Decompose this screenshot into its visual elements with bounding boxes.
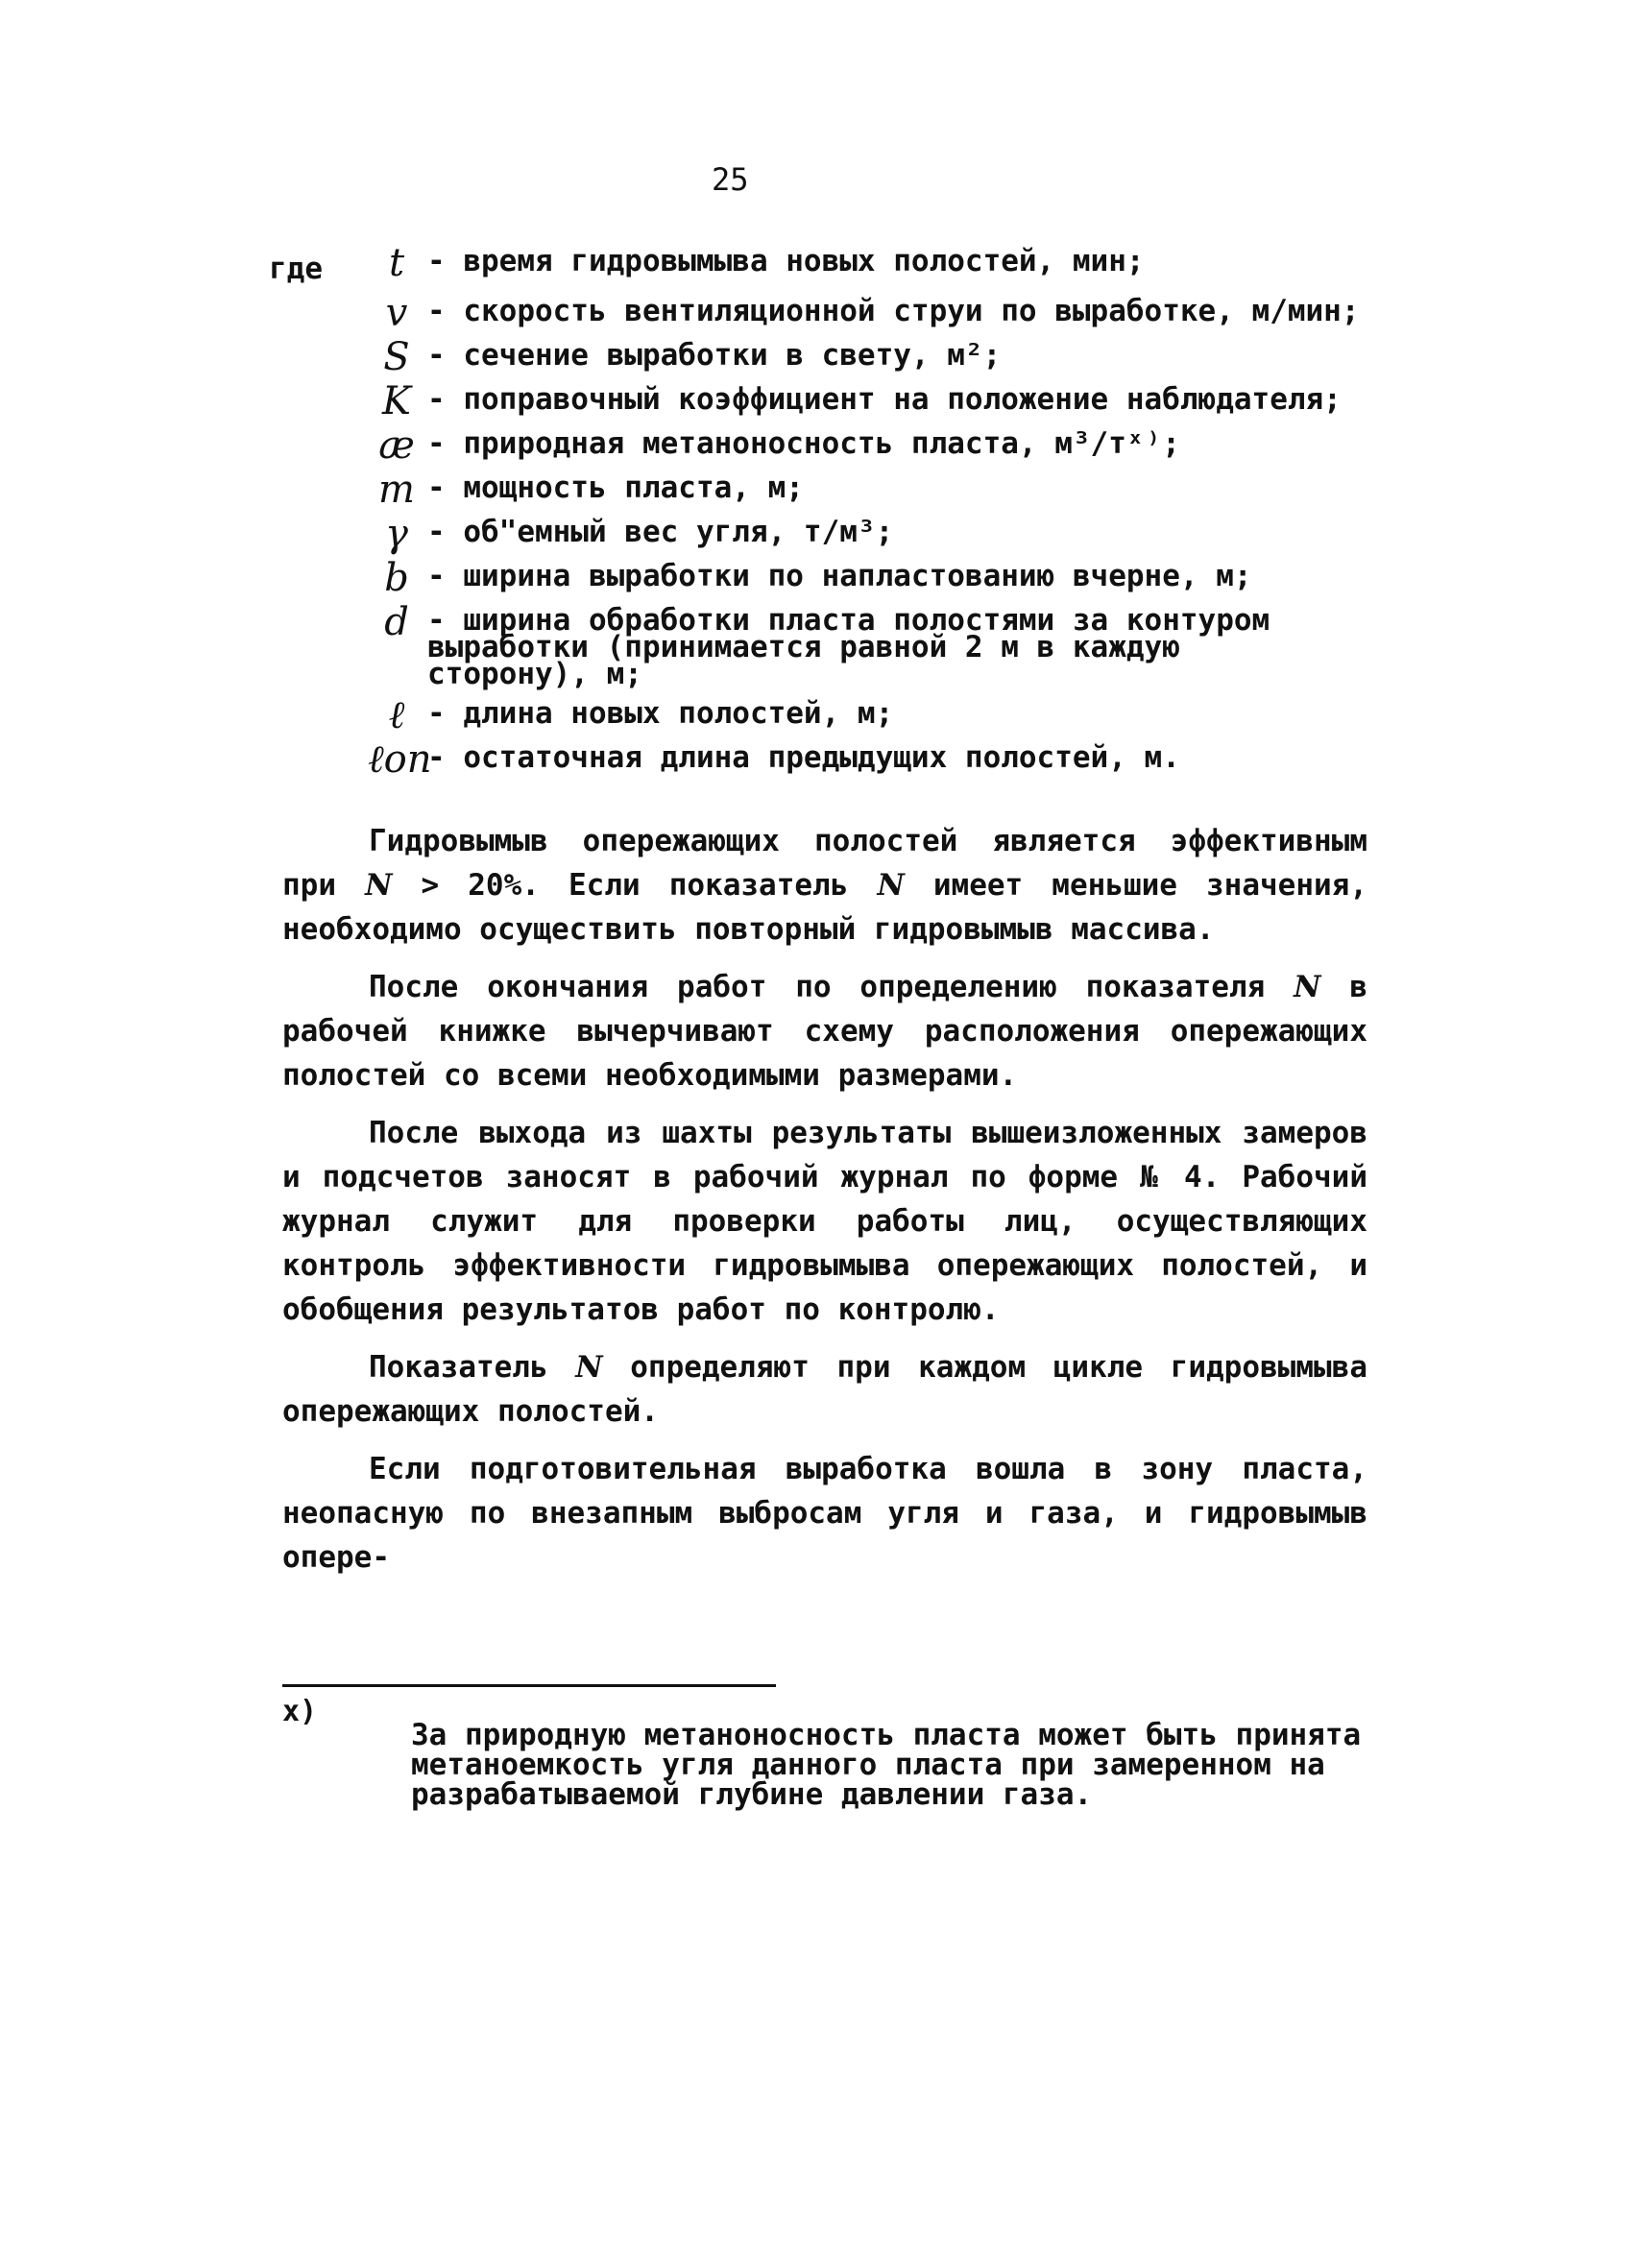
legend-text bbox=[425, 338, 1421, 373]
legend-row bbox=[269, 556, 1421, 600]
legend-symbol: t bbox=[388, 241, 405, 285]
legend-symbol: S bbox=[383, 335, 410, 379]
legend-symbol: d bbox=[384, 600, 409, 644]
footnote-marker: x) bbox=[282, 1695, 318, 1728]
paragraph: Если подготовительная выработка вошла в зону пласта, неопасную по внезапным выбросам угля и газа, и гидровымыв опере- bbox=[282, 1452, 1367, 1575]
legend-text bbox=[425, 603, 1421, 691]
legend-line: - скорость вентиляционной струи по выработке, м/мин; bbox=[427, 294, 1360, 328]
paragraph: Показатель N определяют при каждом цикле гидровымыва опережающих полостей. bbox=[282, 1350, 1367, 1429]
paragraph: Гидровымыв опережающих полостей является эффективным при N > 20%. Если показатель N имеет меньшие значения, необходимо осуществить повторный гидровымыв массива. bbox=[282, 824, 1367, 947]
legend-text bbox=[425, 294, 1421, 328]
footnote-line: метаноемкость угля данного пласта при замеренном на bbox=[411, 1748, 1325, 1782]
legend-text bbox=[425, 740, 1421, 775]
legend-symbol: æ bbox=[378, 423, 415, 468]
legend-row bbox=[269, 468, 1421, 512]
n-symbol: N bbox=[365, 868, 393, 903]
legend-line: - об"емный вес угля, т/м³; bbox=[427, 515, 894, 549]
legend-line: - время гидровымыва новых полостей, мин; bbox=[427, 244, 1145, 278]
legend-line: - ширина выработки по напластованию вчерне, м; bbox=[427, 559, 1252, 593]
legend-line: - длина новых полостей, м; bbox=[427, 696, 894, 731]
legend-text bbox=[425, 696, 1421, 731]
paragraph: После окончания работ по определению показателя N в рабочей книжке вычерчивают схему расположения опережающих полостей со всеми необходимыми размерами. bbox=[282, 970, 1368, 1093]
legend-line: - мощность пласта, м; bbox=[427, 470, 804, 505]
legend-row bbox=[269, 693, 1421, 737]
footnote-line: За природную метаноносность пласта может быть принята bbox=[411, 1718, 1362, 1752]
legend-line: - остаточная длина предыдущих полостей, м. bbox=[427, 740, 1180, 775]
footnote-line: разрабатываемой глубине давлении газа. bbox=[411, 1777, 1093, 1812]
legend-line: - ширина обработки пласта полостями за контуром bbox=[427, 603, 1270, 638]
legend-line: - природная метаноносность пласта, м³/тˣ⁾; bbox=[427, 426, 1180, 461]
legend-line: - сечение выработки в свету, м²; bbox=[427, 338, 1002, 373]
legend-symbol: v bbox=[385, 291, 408, 335]
legend-symbol: γ bbox=[385, 512, 408, 556]
legend-line: выработки (принимается равной 2 м в каждую bbox=[427, 630, 1180, 664]
legend-text bbox=[425, 382, 1421, 417]
variable-legend bbox=[269, 241, 1421, 788]
legend-symbol: K bbox=[382, 379, 411, 423]
legend-text bbox=[425, 470, 1421, 505]
legend-row bbox=[269, 335, 1421, 379]
legend-row bbox=[269, 423, 1421, 468]
legend-text bbox=[425, 426, 1421, 461]
body-text bbox=[282, 819, 1367, 1593]
legend-text bbox=[425, 244, 1421, 278]
legend-text bbox=[425, 559, 1421, 593]
legend-symbol: ℓоп bbox=[368, 737, 432, 782]
legend-row bbox=[269, 600, 1421, 691]
page-number: 25 bbox=[712, 161, 749, 198]
legend-symbol: b bbox=[384, 556, 409, 600]
legend-row bbox=[269, 512, 1421, 556]
legend-line: сторону), м; bbox=[427, 657, 642, 691]
legend-line: - поправочный коэффициент на положение наблюдателя; bbox=[427, 382, 1342, 417]
n-symbol: N bbox=[877, 868, 905, 903]
legend-row bbox=[269, 379, 1421, 423]
footnote-divider bbox=[282, 1684, 776, 1687]
legend-row bbox=[269, 291, 1421, 335]
n-symbol: N bbox=[575, 1350, 603, 1385]
n-symbol: N bbox=[1294, 970, 1321, 1004]
legend-row bbox=[269, 737, 1421, 782]
legend-symbol: ℓ bbox=[388, 693, 405, 737]
legend-text bbox=[425, 515, 1421, 549]
footnote bbox=[411, 1718, 1362, 1812]
legend-symbol: m bbox=[378, 468, 415, 512]
paragraph: После выхода из шахты результаты вышеизложенных замеров и подсчетов заносят в рабочий журнал по форме № 4. Рабочий журнал служит для проверки работы лиц, осуществляющих контроль эффективности гидровымыва опережающих полостей, и обобщения результатов работ по контролю. bbox=[282, 1116, 1367, 1327]
legend-intro: где bbox=[269, 252, 323, 286]
legend-row bbox=[269, 241, 1421, 286]
